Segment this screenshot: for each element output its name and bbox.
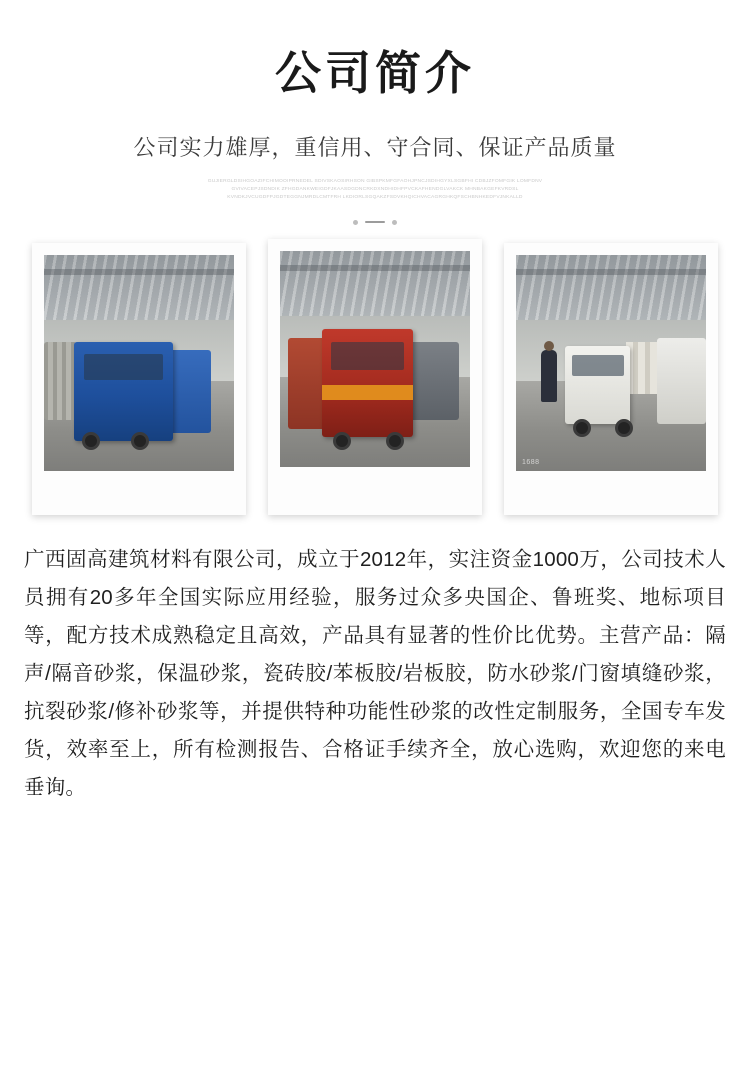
photo-card-3 <box>504 243 718 515</box>
grey-truck-icon <box>405 342 458 420</box>
truck-stripe-icon <box>322 385 413 400</box>
wheel-icon <box>82 432 100 450</box>
decorative-micro-text <box>8 178 743 201</box>
photo-white-truck-loading <box>516 255 706 471</box>
roof-2 <box>280 251 470 324</box>
wheel-icon <box>573 419 591 437</box>
red-truck-icon <box>322 329 413 437</box>
warehouse-scene-3 <box>516 255 706 471</box>
worker-icon <box>541 350 557 402</box>
roof-3 <box>516 255 706 328</box>
photo-card-1 <box>32 243 246 515</box>
photo-gallery <box>0 243 750 515</box>
windshield-icon <box>84 354 163 380</box>
blue-truck-icon <box>74 342 173 441</box>
micro-text-line-1: GUJIERGLDSIHGOAZIFCHIMOOIPRNEDEL SDIVSKAOSIRHSON GIBSPKMFGFAOHJPNCJSDIHGYXLSGBFHI CDBJZFOMFGIK LOMFDNV <box>207 178 543 185</box>
photo-watermark: 1688 <box>522 459 540 467</box>
micro-text-line-3: KVNDKJVCUGDFPJGDTEGGNJMRDLCMTFRH LKDIORLSGQAKZFSDVKHQICHVACAGRGHKQFSCHBNHKEDFVJNKALLD <box>227 193 523 200</box>
wheel-icon <box>615 419 633 437</box>
roof-1 <box>44 255 234 328</box>
secondary-truck-icon <box>657 338 706 424</box>
divider-dot-left-icon <box>353 220 358 225</box>
photo-card-2 <box>268 239 482 515</box>
section-divider <box>0 215 750 229</box>
micro-text-line-2: GVIVACEPJSDNDIK ZFHGDANKWEIGDFJKAASDGDNCRKDXNDHIDHFPVCKAFHENDGLVAKCK MHNBAKGEFKVRDSL <box>231 186 519 192</box>
photo-red-truck <box>280 251 470 467</box>
company-description-paragraph: 广西固高建筑材料有限公司，成立于2012年，实注资金1000万，公司技术人员拥有20多年全国实际应用经验，服务过众多央国企、鲁班奖、地标项目等，配方技术成熟稳定且高效，产品具有显著的性价比优势。主营产品：隔声/隔音砂浆，保温砂浆，瓷砖胶/苯板胶/岩板胶，防水砂浆/门窗填缝砂浆，抗裂砂浆/修补砂浆等，并提供特种功能性砂浆的改性定制服务，全国专车发货，效率至上，所有检测报告、合格证手续齐全，放心选购，欢迎您的来电垂询。 <box>24 548 726 800</box>
photo-blue-truck <box>44 255 234 471</box>
windshield-icon <box>331 342 404 370</box>
divider-bar-icon <box>365 221 385 223</box>
white-truck-icon <box>565 346 630 424</box>
page-header <box>0 0 750 201</box>
warehouse-scene-1 <box>44 255 234 471</box>
page-subtitle: 公司实力雄厚，重信用、守合同、保证产品质量 <box>133 135 617 161</box>
windshield-icon <box>572 355 624 375</box>
page-title: 公司简介 <box>275 47 475 99</box>
warehouse-scene-2 <box>280 251 470 467</box>
divider-dot-right-icon <box>392 220 397 225</box>
